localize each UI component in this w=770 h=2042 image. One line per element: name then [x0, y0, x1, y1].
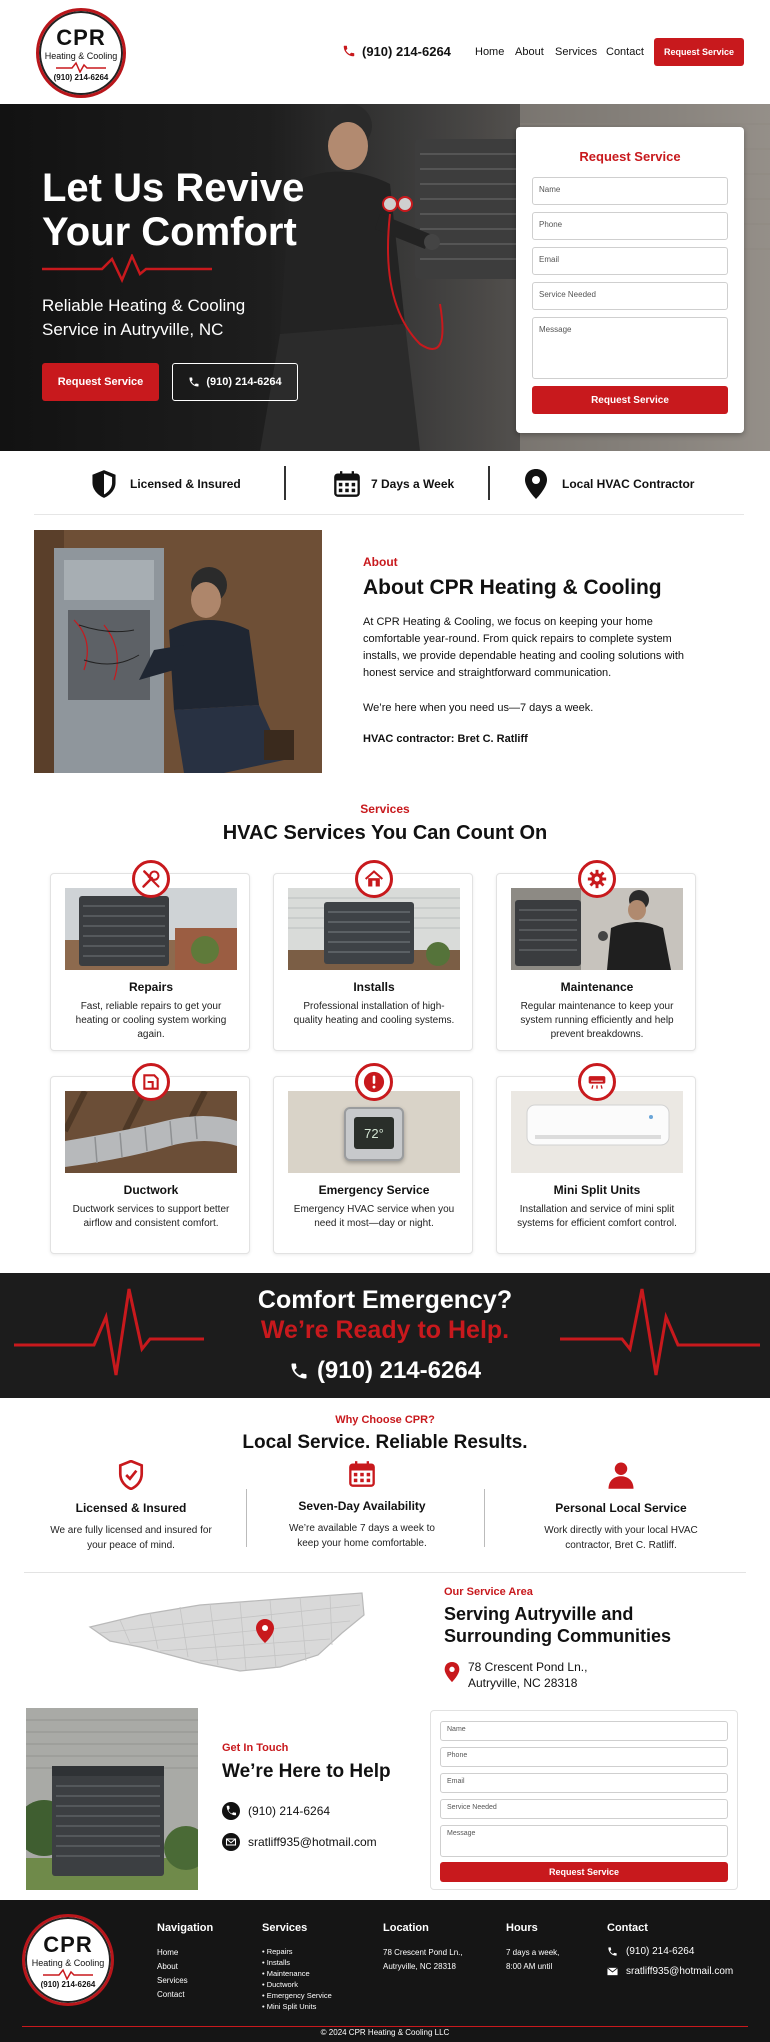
- footer-service-label: Maintenance: [266, 1969, 310, 1978]
- service-title: Mini Split Units: [553, 1183, 641, 1197]
- footer-logo-phone: (910) 214-6264: [40, 1979, 96, 1989]
- contact-unit-photo: [26, 1708, 198, 1890]
- footer-divider: [22, 2026, 748, 2027]
- footer-phone: (910) 214-6264: [626, 1946, 695, 1957]
- footer-services: [262, 1922, 332, 2012]
- why-divider: [484, 1489, 485, 1547]
- service-description: Professional installation of high-quality heating and cooling systems.: [293, 1001, 455, 1026]
- footer-location: [383, 1922, 463, 1974]
- service-description: Regular maintenance to keep your system running efficiently and help prevent breakdowns.: [520, 1001, 674, 1040]
- alert-icon: [355, 1063, 393, 1101]
- contact-email[interactable]: sratliff935@hotmail.com: [248, 1835, 377, 1849]
- footer-service-label: Emergency Service: [266, 1991, 332, 2000]
- footer-logo-tagline: Heating & Cooling: [31, 1957, 105, 1968]
- emergency-phone: (910) 214-6264: [316, 1357, 482, 1384]
- hero-request-form: [516, 127, 744, 433]
- service-title: Installs: [353, 980, 395, 994]
- maintenance-photo: [511, 888, 683, 970]
- footer-service-label: Repairs: [266, 1947, 293, 1956]
- area-title-line1: Serving Autryville and: [444, 1604, 634, 1624]
- about-technician-photo: [34, 530, 322, 773]
- contact-phone-field[interactable]: Phone: [440, 1747, 728, 1767]
- shield-check-icon: [118, 1460, 144, 1490]
- service-title: Repairs: [128, 980, 174, 994]
- badge-divider: [488, 466, 490, 500]
- footer-logo-wordmark: CPR: [43, 1931, 93, 1957]
- emergency-banner: [0, 1273, 770, 1398]
- area-title: [444, 1603, 671, 1647]
- furnace-technician-illustration: [34, 530, 322, 773]
- badge-divider: [284, 466, 286, 500]
- area-address-line2: Autryville, NC 28318: [468, 1676, 578, 1690]
- phone-icon: [607, 1946, 618, 1957]
- repairs-photo: [65, 888, 237, 970]
- service-card-installs[interactable]: [273, 873, 473, 1051]
- area-title-line2: Surrounding Communities: [444, 1626, 671, 1646]
- service-title: Emergency Service: [318, 1183, 430, 1197]
- thermostat-device: [344, 1107, 404, 1161]
- footer-service-label: Mini Split Units: [266, 2002, 317, 2011]
- nav-home[interactable]: Home: [475, 46, 505, 58]
- email-circle-icon: [222, 1833, 240, 1851]
- phone-icon: [188, 376, 200, 388]
- emergency-headline: Comfort Emergency?: [257, 1286, 513, 1314]
- logo[interactable]: [36, 8, 126, 98]
- footer-nav-services[interactable]: Services: [157, 1976, 188, 1985]
- site-footer: [0, 1900, 770, 2042]
- service-description: Installation and service of mini split systems for efficient comfort control.: [517, 1204, 677, 1229]
- services-title: HVAC Services You Can Count On: [222, 822, 548, 844]
- emergency-phone-link[interactable]: [0, 1357, 770, 1385]
- shield-icon: [90, 469, 118, 499]
- service-card-repairs[interactable]: [50, 873, 250, 1051]
- nav-contact[interactable]: Contact: [606, 46, 644, 58]
- logo-wordmark: CPR: [56, 24, 106, 50]
- why-seven-day: [252, 1460, 472, 1551]
- hero-title: [42, 166, 372, 254]
- footer-email-row[interactable]: [607, 1966, 733, 1977]
- footer-hours-line1: 7 days a week,: [506, 1948, 560, 1957]
- hero-phone-button[interactable]: [172, 363, 298, 401]
- email-icon: [607, 1967, 618, 1976]
- service-title: Maintenance: [560, 980, 634, 994]
- footer-nav-about[interactable]: About: [157, 1962, 178, 1971]
- heartbeat-icon: [56, 61, 106, 73]
- nav-about[interactable]: About: [515, 46, 544, 58]
- service-title: Ductwork: [123, 1183, 179, 1197]
- why-title: Local Service. Reliable Results.: [242, 1432, 528, 1453]
- why-personal: [511, 1460, 731, 1553]
- why-item-title: Personal Local Service: [555, 1501, 687, 1515]
- contact-email-field[interactable]: Email: [440, 1773, 728, 1793]
- why-item-description: We are fully licensed and insured for your peace of mind.: [50, 1525, 212, 1551]
- hero-request-service-button[interactable]: Request Service: [42, 363, 159, 401]
- why-item-description: Work directly with your local HVAC contractor, Bret C. Ratliff.: [544, 1525, 698, 1551]
- service-card-maintenance[interactable]: [496, 873, 696, 1051]
- person-icon: [606, 1460, 636, 1490]
- mini-split-photo: [511, 1091, 683, 1173]
- hero-phone-field[interactable]: Phone: [532, 212, 728, 240]
- service-description: Fast, reliable repairs to get your heating or cooling system working again.: [75, 1001, 227, 1040]
- calendar-icon: [333, 470, 361, 498]
- map-pin-icon: [524, 469, 548, 499]
- hero-section: [0, 104, 770, 451]
- calendar-icon: [348, 1460, 376, 1488]
- why-item-title: Seven-Day Availability: [298, 1499, 426, 1513]
- services-eyebrow: Services: [360, 802, 410, 816]
- header-phone[interactable]: (910) 214-6264: [362, 44, 451, 59]
- service-description: Ductwork services to support better airflow and consistent comfort.: [72, 1204, 230, 1229]
- hero-form-title: Request Service: [579, 149, 681, 164]
- footer-location-line1: 78 Crescent Pond Ln.,: [383, 1948, 463, 1957]
- contact-form: [430, 1710, 738, 1890]
- house-icon: [355, 860, 393, 898]
- phone-icon: [342, 44, 356, 58]
- section-divider: [24, 1572, 746, 1573]
- hero-title-line1: Let Us Revive: [42, 166, 305, 210]
- footer-nav-heading: Navigation: [157, 1922, 214, 1934]
- badge-local: [524, 451, 694, 517]
- footer-service-item[interactable]: • Ductwork: [262, 1980, 298, 1989]
- map-pin-icon: [444, 1661, 460, 1683]
- area-address: [468, 1659, 587, 1691]
- site-header: [0, 0, 770, 104]
- why-divider: [246, 1489, 247, 1547]
- footer-hours-line2: 8:00 AM until: [506, 1962, 553, 1971]
- service-card-ductwork[interactable]: [50, 1076, 250, 1254]
- why-item-description: We’re available 7 days a week to keep your home comfortable.: [288, 1523, 435, 1549]
- hero-email-field[interactable]: Email: [532, 247, 728, 275]
- header-request-service-button[interactable]: Request Service: [654, 38, 744, 66]
- footer-service-item[interactable]: • Mini Split Units: [262, 2002, 317, 2011]
- badge-seven-days: [333, 451, 454, 517]
- footer-service-item[interactable]: • Maintenance: [262, 1969, 310, 1978]
- why-eyebrow: Why Choose CPR?: [335, 1414, 435, 1426]
- area-eyebrow: Our Service Area: [444, 1586, 533, 1598]
- contact-submit-button[interactable]: Request Service: [440, 1862, 728, 1882]
- contact-title: We’re Here to Help: [222, 1761, 391, 1782]
- badge-local-label: Local HVAC Contractor: [562, 477, 695, 491]
- logo-tagline: Heating & Cooling: [44, 50, 118, 61]
- phone-circle-icon: [222, 1802, 240, 1820]
- footer-contact-heading: Contact: [607, 1922, 648, 1934]
- nav-services[interactable]: Services: [555, 46, 598, 58]
- footer-email: sratliff935@hotmail.com: [626, 1966, 734, 1977]
- badge-seven-days-label: 7 Days a Week: [371, 477, 455, 491]
- emergency-subheadline: We’re Ready to Help.: [260, 1316, 510, 1344]
- footer-navigation: [157, 1922, 213, 2002]
- hero-title-line2: Your Comfort: [42, 210, 297, 254]
- thermostat-screen: [354, 1117, 394, 1149]
- footer-copyright: © 2024 CPR Heating & Cooling LLC: [320, 2028, 450, 2037]
- footer-hours: [506, 1922, 559, 1974]
- footer-nav-contact[interactable]: Contact: [157, 1990, 185, 1999]
- section-divider: [34, 514, 744, 515]
- hero-service-field[interactable]: Service Needed: [532, 282, 728, 310]
- why-licensed: [21, 1460, 241, 1553]
- badge-licensed-label: Licensed & Insured: [130, 477, 241, 491]
- heartbeat-icon: [43, 1968, 93, 1980]
- contact-name-field[interactable]: Name: [440, 1721, 728, 1741]
- hero-message-field[interactable]: Message: [532, 317, 728, 379]
- contact-message-field[interactable]: Message: [440, 1825, 728, 1857]
- footer-service-label: Installs: [266, 1958, 291, 1967]
- nc-service-area-map: [80, 1585, 370, 1685]
- service-description: Emergency HVAC service when you need it most—day or night.: [293, 1204, 455, 1229]
- contact-phone[interactable]: (910) 214-6264: [248, 1804, 331, 1818]
- about-eyebrow: About: [363, 555, 398, 569]
- footer-location-line2: Autryville, NC 28318: [383, 1962, 456, 1971]
- footer-service-label: Ductwork: [266, 1980, 298, 1989]
- trust-badges: [0, 451, 770, 517]
- gear-icon: [578, 860, 616, 898]
- hero-phone-label: (910) 214-6264: [206, 376, 282, 388]
- installs-photo: [288, 888, 460, 970]
- badge-licensed: [90, 451, 241, 517]
- duct-icon: [132, 1063, 170, 1101]
- about-contractor: HVAC contractor: Bret C. Ratliff: [363, 733, 528, 745]
- hero-subtitle-line1: Reliable Heating & Cooling: [42, 296, 246, 315]
- service-card-emergency[interactable]: [273, 1076, 473, 1254]
- contact-eyebrow: Get In Touch: [222, 1742, 289, 1754]
- area-address-line1: 78 Crescent Pond Ln.,: [468, 1660, 588, 1674]
- hero-name-field[interactable]: Name: [532, 177, 728, 205]
- phone-icon: [289, 1361, 309, 1381]
- ductwork-photo: [65, 1091, 237, 1173]
- footer-nav-home[interactable]: Home: [157, 1948, 179, 1957]
- footer-contact: [607, 1922, 733, 1977]
- thermostat-reading: 72°: [364, 1125, 384, 1141]
- footer-service-item[interactable]: • Installs: [262, 1958, 291, 1967]
- hero-form-submit-button[interactable]: Request Service: [532, 386, 728, 414]
- footer-hours-heading: Hours: [506, 1922, 538, 1934]
- footer-service-item[interactable]: • Emergency Service: [262, 1991, 332, 2000]
- about-paragraph: At CPR Heating & Cooling, we focus on keeping your home comfortable year-round. From quick repairs to complete system installs, we provide dependable heating and cooling solutions with honest service and straightforward communication.: [363, 616, 685, 679]
- why-item-title: Licensed & Insured: [75, 1501, 187, 1515]
- hero-subtitle-line2: Service in Autryville, NC: [42, 320, 224, 339]
- footer-phone-row[interactable]: [607, 1946, 733, 1957]
- footer-logo[interactable]: [22, 1914, 114, 2006]
- footer-service-item[interactable]: • Repairs: [262, 1947, 293, 1956]
- wrench-screwdriver-icon: [132, 860, 170, 898]
- about-title: About CPR Heating & Cooling: [363, 576, 662, 599]
- service-card-mini-split[interactable]: [496, 1076, 696, 1254]
- heartbeat-divider-icon: [42, 254, 212, 284]
- logo-phone: (910) 214-6264: [53, 72, 109, 82]
- contact-service-field[interactable]: Service Needed: [440, 1799, 728, 1819]
- hero-subtitle: [42, 294, 302, 342]
- mini-split-icon: [578, 1063, 616, 1101]
- about-availability: We’re here when you need us—7 days a week.: [363, 702, 594, 714]
- footer-services-heading: Services: [262, 1922, 308, 1934]
- thermostat-photo: [288, 1091, 460, 1173]
- footer-location-heading: Location: [383, 1922, 429, 1934]
